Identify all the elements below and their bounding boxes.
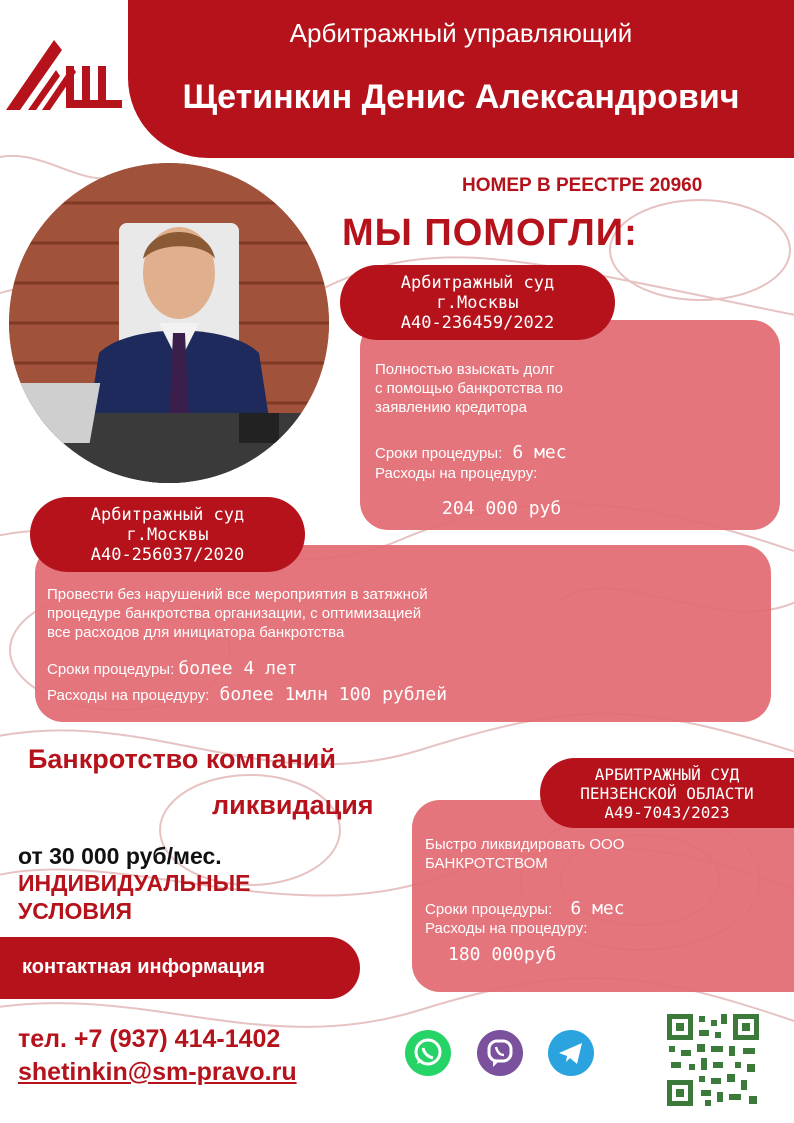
term-value: 6 мес [512,442,567,463]
viber-icon[interactable] [477,1030,523,1076]
case-description: Провести без нарушений все мероприятия в затяжной процедуре банкротства организации, с оптимизацией все расходов для инициатора банкротства [47,586,428,641]
court-badge-2 [30,497,305,572]
cost-value: 180 000руб [448,944,557,965]
offer-price: от 30 000 руб/мес. [18,843,222,869]
court-badge-3 [540,758,794,828]
case-cost [47,684,447,705]
cost-label: Расходы на процедуру: [375,465,538,482]
offer-conditions: ИНДИВИДУАЛЬНЫЕ [18,870,251,896]
case-term [47,658,298,679]
telegram-icon[interactable] [548,1030,594,1076]
court-city: г.Москвы [126,524,209,545]
case-number: А40-256037/2020 [90,544,245,565]
court-city: г.Москвы [436,292,519,313]
header-name: Щетинкин Денис Александрович [182,78,740,116]
portrait-photo [9,163,329,483]
cost-label: Расходы на процедуру: [425,920,588,937]
term-value: более 4 лет [178,658,298,679]
cost-value: 204 000 руб [442,498,562,519]
phone-link[interactable]: тел. +7 (937) 414-1402 [18,1025,281,1053]
company-logo [6,40,122,112]
court-name: Арбитражный суд [90,504,245,525]
case-description: Быстро ликвидировать ООО БАНКРОТСТВОМ [425,836,625,872]
qr-code-icon [665,1012,761,1108]
term-label: Сроки процедуры: [375,445,503,462]
offer-title: Банкротство компаний [28,744,336,774]
case-number: А49-7043/2023 [604,802,730,822]
helped-title: МЫ ПОМОГЛИ: [342,212,638,254]
term-value: 6 мес [570,898,625,919]
email-link[interactable]: shetinkin@sm-pravo.ru [18,1058,297,1086]
term-label: Сроки процедуры: [47,661,175,678]
term-label: Сроки процедуры: [425,901,553,918]
court-city: ПЕНЗЕНСКОЙ ОБЛАСТИ [580,783,754,803]
case-card-1 [360,320,780,530]
header-role: Арбитражный управляющий [289,18,633,48]
case-number: А40-236459/2022 [400,312,555,333]
court-name: Арбитражный суд [400,272,555,293]
court-name: АРБИТРАЖНЫЙ СУД [594,764,740,784]
contact-label: контактная информация [22,956,265,978]
case-description: Полностью взыскать долг с помощью банкротства по заявлению кредитора [375,361,563,416]
case-term [425,898,625,919]
case-term [375,442,567,463]
registry-number: НОМЕР В РЕЕСТРЕ 20960 [462,175,703,196]
offer-conditions: УСЛОВИЯ [18,898,133,924]
cost-value: более 1млн 100 рублей [219,684,448,705]
court-badge-1 [340,265,615,340]
cost-label: Расходы на процедуру: [47,687,210,704]
whatsapp-icon[interactable] [405,1030,451,1076]
offer-subtitle: ликвидация [212,790,374,820]
